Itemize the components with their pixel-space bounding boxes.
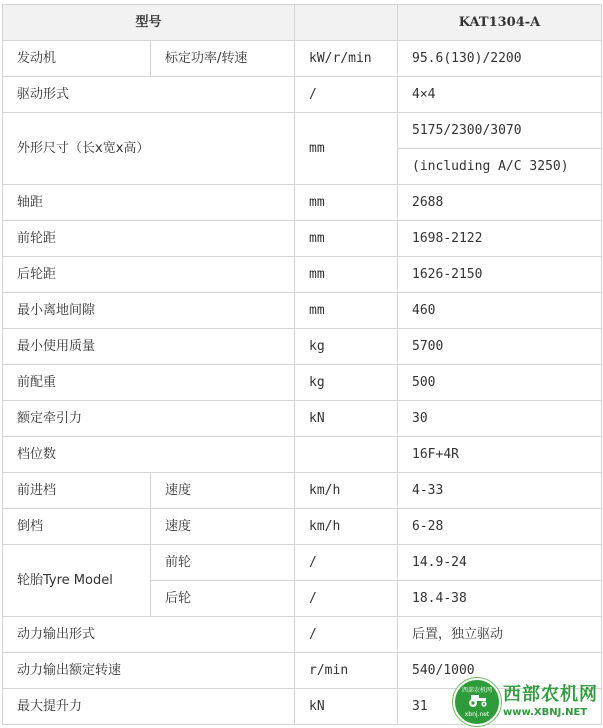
table-row xyxy=(3,221,602,257)
table-row xyxy=(3,509,602,545)
table-row xyxy=(3,113,602,149)
table-row xyxy=(3,41,602,77)
table-row xyxy=(3,473,602,509)
row-unit: kg xyxy=(295,329,398,365)
row-label: 前进档 xyxy=(3,473,151,509)
row-value: 16F+4R xyxy=(398,437,602,473)
table-row xyxy=(3,365,602,401)
row-label: 外形尺寸（长x宽x高） xyxy=(3,113,295,185)
row-unit: mm xyxy=(295,257,398,293)
row-label: 后轮距 xyxy=(3,257,295,293)
table-row xyxy=(3,257,602,293)
watermark-title: 西部农机网 xyxy=(503,684,598,705)
row-unit: / xyxy=(295,77,398,113)
row-value: 30 xyxy=(398,401,602,437)
row-label: 档位数 xyxy=(3,437,295,473)
table-row xyxy=(3,329,602,365)
row-label: 轴距 xyxy=(3,185,295,221)
row-value: 6-28 xyxy=(398,509,602,545)
row-value: 460 xyxy=(398,293,602,329)
row-value: 4×4 xyxy=(398,77,602,113)
table-row xyxy=(3,401,602,437)
row-unit: / xyxy=(295,545,398,581)
row-value: 500 xyxy=(398,365,602,401)
row-label: 动力输出额定转速 xyxy=(3,653,295,689)
table-row xyxy=(3,437,602,473)
tyre-label: 轮胎Tyre Model xyxy=(17,572,113,588)
header-label: 型号 xyxy=(3,5,295,41)
row-value: 后置，独立驱动 xyxy=(398,617,602,653)
row-unit: km/h xyxy=(295,473,398,509)
spec-table xyxy=(2,4,602,725)
row-value: 1626-2150 xyxy=(398,257,602,293)
row-sublabel: 标定功率/转速 xyxy=(151,41,295,77)
row-label: 前配重 xyxy=(3,365,295,401)
row-sublabel: 速度 xyxy=(151,509,295,545)
row-value: 5175/2300/3070 xyxy=(398,113,602,149)
row-label: 最小使用质量 xyxy=(3,329,295,365)
row-unit: km/h xyxy=(295,509,398,545)
watermark-badge-bottom: xbnj.net xyxy=(464,711,490,718)
row-unit xyxy=(295,437,398,473)
watermark-url: www.XBNJ.NET xyxy=(503,707,588,718)
table-row xyxy=(3,617,602,653)
watermark xyxy=(451,676,601,726)
row-unit: kg xyxy=(295,365,398,401)
row-unit: mm xyxy=(295,221,398,257)
tractor-icon xyxy=(465,693,489,707)
header-unit xyxy=(295,5,398,41)
table-row xyxy=(3,185,602,221)
row-unit: kN xyxy=(295,401,398,437)
row-value: 95.6(130)/2200 xyxy=(398,41,602,77)
row-sublabel: 速度 xyxy=(151,473,295,509)
row-label: 发动机 xyxy=(3,41,151,77)
row-value: 14.9-24 xyxy=(398,545,602,581)
header-row xyxy=(3,5,602,41)
row-unit: / xyxy=(295,617,398,653)
row-label: 最大提升力 xyxy=(3,689,295,725)
row-label xyxy=(3,545,151,617)
row-unit: / xyxy=(295,581,398,617)
row-unit: mm xyxy=(295,185,398,221)
row-label: 驱动形式 xyxy=(3,77,295,113)
watermark-badge-top: 西部农机网 xyxy=(461,687,492,694)
row-value: 4-33 xyxy=(398,473,602,509)
row-value: 5700 xyxy=(398,329,602,365)
table-row xyxy=(3,293,602,329)
row-value: 2688 xyxy=(398,185,602,221)
row-value: 18.4-38 xyxy=(398,581,602,617)
row-unit: mm xyxy=(295,113,398,185)
row-value: 31 xyxy=(398,689,602,725)
row-label: 额定牵引力 xyxy=(3,401,295,437)
row-sublabel: 后轮 xyxy=(151,581,295,617)
row-label: 倒档 xyxy=(3,509,151,545)
row-value: 1698-2122 xyxy=(398,221,602,257)
row-label: 前轮距 xyxy=(3,221,295,257)
row-unit: r/min xyxy=(295,653,398,689)
header-model: KAT1304-A xyxy=(398,5,602,41)
row-value-extra: (including A/C 3250) xyxy=(398,149,602,185)
row-unit: mm xyxy=(295,293,398,329)
table-row xyxy=(3,545,602,581)
watermark-logo-icon xyxy=(453,678,501,726)
row-sublabel: 前轮 xyxy=(151,545,295,581)
row-unit: kN xyxy=(295,689,398,725)
row-label: 最小离地间隙 xyxy=(3,293,295,329)
row-label: 动力输出形式 xyxy=(3,617,295,653)
row-value: 540/1000 xyxy=(398,653,602,689)
table-row xyxy=(3,77,602,113)
row-unit: kW/r/min xyxy=(295,41,398,77)
